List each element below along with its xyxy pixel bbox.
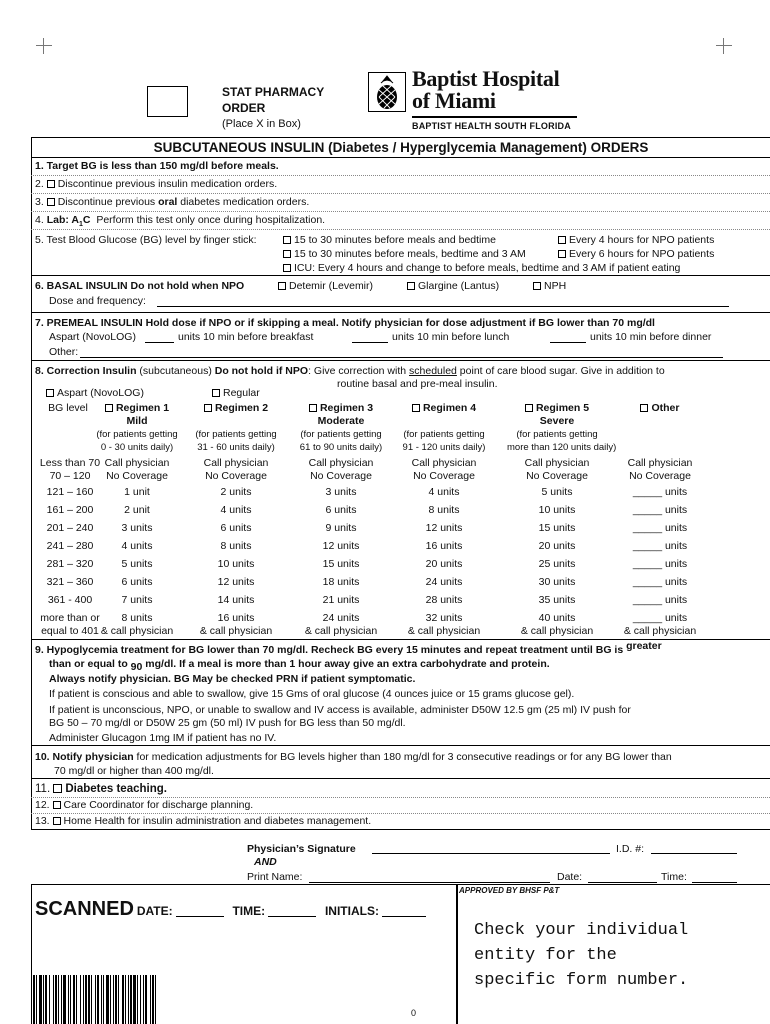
item-2-checkbox[interactable]: [47, 180, 55, 188]
regimen-subtitle: Severe: [539, 415, 575, 427]
home-health-checkbox[interactable]: [53, 817, 61, 825]
dose-cell: 7 units: [121, 594, 153, 606]
item-5-option-5: Every 6 hours for NPO patients: [558, 248, 714, 261]
dose-cell: & call physician: [623, 625, 697, 637]
regimen-note: (for patients getting: [96, 429, 178, 440]
item-5-option-4: Every 4 hours for NPO patients: [558, 234, 714, 247]
item-1-target-bg: 1. Target BG is less than 150 mg/dl before meals.: [35, 160, 279, 172]
approved-label: APPROVED BY BHSF P&T: [459, 886, 560, 895]
bg-range-cell: 121 – 160: [46, 486, 94, 498]
registration-mark-left: [36, 38, 52, 54]
dose-cell: 12 units: [425, 522, 463, 534]
dose-frequency-field[interactable]: [157, 306, 729, 307]
item-8-routine-note: routine basal and pre-meal insulin.: [337, 378, 498, 390]
nph-checkbox[interactable]: [533, 282, 541, 290]
glargine-checkbox[interactable]: [407, 282, 415, 290]
pineapple-logo-icon: [368, 72, 406, 112]
regular-option: Regular: [212, 387, 260, 400]
dose-cell[interactable]: _____ units: [632, 486, 688, 498]
dose-cell: Call physician: [308, 457, 374, 469]
dose-cell: 20 units: [538, 540, 576, 552]
bg-range-cell: 241 – 280: [46, 540, 94, 552]
item-5-option-1: 15 to 30 minutes before meals and bedtime: [283, 234, 496, 247]
dose-cell: 4 units: [428, 486, 460, 498]
item-6-basal-insulin: 6. BASAL INSULIN Do not hold when NPO: [35, 280, 245, 292]
regimen-note: 61 to 90 units daily): [299, 442, 383, 453]
print-name-field[interactable]: [309, 882, 550, 883]
dose-cell: 8 units: [121, 612, 153, 624]
id-label: I.D. #:: [616, 843, 645, 855]
barcode: [33, 975, 257, 1024]
dose-cell: 6 units: [220, 522, 252, 534]
dose-cell: 40 units: [538, 612, 576, 624]
dose-cell: 5 units: [121, 558, 153, 570]
dose-cell: Call physician: [627, 457, 693, 469]
breakfast-units-field[interactable]: [145, 342, 174, 343]
dose-cell: 32 units: [425, 612, 463, 624]
dose-cell: Call physician: [104, 457, 170, 469]
dose-cell: 2 unit: [124, 504, 150, 516]
bg-level-header: BG level: [48, 402, 88, 414]
regimen-2-checkbox[interactable]: [204, 404, 212, 412]
hypo-line-5: If patient is unconscious, NPO, or unable to swallow and IV access is available, administer D50W 12.5 gm (25 ml) IV push for: [49, 704, 631, 716]
bg-range-cell: equal to 401: [41, 625, 99, 637]
hospital-name: Baptist Hospital of Miami: [412, 66, 560, 113]
item-6-detemir: Detemir (Levemir): [278, 280, 373, 293]
dose-cell: 12 units: [322, 540, 360, 552]
regimen-subtitle: Moderate: [317, 415, 365, 427]
regimen-note: (for patients getting: [195, 429, 277, 440]
detemir-checkbox[interactable]: [278, 282, 286, 290]
time-label: Time:: [661, 871, 687, 883]
item-4-lab-a1c: 4. Lab: $A_1C$ Perform this test only once during hospitalization.: [35, 214, 326, 229]
dose-cell: 10 units: [538, 504, 576, 516]
regimen-note: 31 - 60 units daily): [197, 442, 275, 453]
hypo-line-3: Always notify physician. BG May be checked PRN if patient symptomatic.: [49, 673, 416, 685]
dose-cell: No Coverage: [629, 470, 691, 482]
dose-cell: Call physician: [411, 457, 477, 469]
item-11-diabetes-teaching: 11. Diabetes teaching.: [35, 783, 167, 795]
dose-cell: 9 units: [325, 522, 357, 534]
scanned-divider: [456, 884, 458, 1024]
dose-cell: No Coverage: [106, 470, 168, 482]
item-5-option-2: 15 to 30 minutes before meals, bedtime and 3 AM: [283, 248, 526, 261]
dose-cell[interactable]: _____ units: [632, 504, 688, 516]
premeal-other-label: Other:: [49, 346, 79, 358]
hospital-subtitle: BAPTIST HEALTH SOUTH FLORIDA: [412, 121, 571, 131]
regimen-header: Other: [620, 402, 700, 415]
dose-cell: 28 units: [425, 594, 463, 606]
dose-cell: Call physician: [203, 457, 269, 469]
regimen-header: Regimen 4: [396, 402, 492, 415]
item-7-premeal-insulin: 7. PREMEAL INSULIN Hold dose if NPO or if skipping a meal. Notify physician for dose adjustment if BG lower than 70 mg/dl: [35, 317, 655, 329]
item-6-nph: NPH: [533, 280, 566, 293]
item-3-checkbox[interactable]: [47, 198, 55, 206]
lunch-units-field[interactable]: [352, 342, 388, 343]
dose-frequency-label: Dose and frequency:: [49, 295, 146, 307]
dose-cell: & call physician: [304, 625, 378, 637]
dose-cell: 14 units: [217, 594, 255, 606]
scanned-time-field[interactable]: [268, 907, 316, 917]
dose-cell: & call physician: [199, 625, 273, 637]
item-5-option-2-checkbox[interactable]: [283, 250, 291, 258]
dose-cell[interactable]: _____ units: [632, 612, 688, 624]
physician-signature-label: Physician’s Signature: [247, 843, 356, 855]
and-label: AND: [254, 856, 277, 868]
item-10-line-2: 70 mg/dl or higher than 400 mg/dl.: [54, 765, 214, 777]
dose-cell: & call physician: [520, 625, 594, 637]
dose-cell: 4 units: [220, 504, 252, 516]
dose-cell: 6 units: [121, 576, 153, 588]
bg-range-cell: 281 – 320: [46, 558, 94, 570]
item-5-option-1-checkbox[interactable]: [283, 236, 291, 244]
dose-cell: 20 units: [425, 558, 463, 570]
dose-cell: 12 units: [217, 576, 255, 588]
dose-cell: 30 units: [538, 576, 576, 588]
item-13-home-health: 13. Home Health for insulin administration and diabetes management.: [35, 815, 372, 827]
bg-range-cell: 361 - 400: [47, 594, 93, 606]
dose-cell: & call physician: [407, 625, 481, 637]
regimen-header: Regimen 5: [507, 402, 607, 415]
date-label: Date:: [557, 871, 583, 883]
dose-cell: 2 units: [220, 486, 252, 498]
dose-cell: 10 units: [217, 558, 255, 570]
form-number-note: Check your individual entity for the specific form number.: [474, 921, 689, 990]
date-field[interactable]: [588, 882, 657, 883]
item-5-option-3: ICU: Every 4 hours and change to before meals, bedtime and 3 AM if patient eating: [283, 262, 680, 275]
item-2: 2. Discontinue previous insulin medication orders.: [35, 178, 278, 190]
item-10-notify-physician: 10. Notify physician for medication adjustments for BG levels higher than 180 mg/dl for 3 consecutive readings or for any BG lower than: [35, 751, 672, 763]
regimen-note: 0 - 30 units daily): [100, 442, 174, 453]
regimen-1-checkbox[interactable]: [105, 404, 113, 412]
item-9-hypoglycemia: 9. Hypoglycemia treatment for BG lower than 70 mg/dl. Recheck BG every 15 minutes and repeat treatment until BG is greater: [35, 640, 662, 656]
lunch-label: units 10 min before lunch: [392, 331, 510, 343]
hypo-line-6: BG 50 – 70 mg/dl or D50W 25 gm (50 ml) IV push for BG less than 50 mg/dl.: [49, 717, 406, 729]
bg-range-cell: more than or: [40, 612, 100, 624]
time-field[interactable]: [692, 882, 737, 883]
dose-cell: 21 units: [322, 594, 360, 606]
dose-cell: 16 units: [425, 540, 463, 552]
dose-cell: No Coverage: [205, 470, 267, 482]
dose-cell: & call physician: [100, 625, 174, 637]
regimen-4-checkbox[interactable]: [412, 404, 420, 412]
hypo-line-2: than or equal to 90 mg/dl. If a meal is more than 1 hour away give an extra carbohydrate and protein.: [49, 658, 550, 673]
dose-cell: 6 units: [325, 504, 357, 516]
bg-range-cell: Less than 70: [39, 457, 101, 469]
bg-range-cell: 161 – 200: [46, 504, 94, 516]
dose-cell: No Coverage: [413, 470, 475, 482]
aspart-option: Aspart (NovoLOG): [46, 387, 144, 400]
dose-cell[interactable]: _____ units: [632, 540, 688, 552]
dose-cell: 8 units: [220, 540, 252, 552]
regular-checkbox[interactable]: [212, 389, 220, 397]
id-field[interactable]: [651, 853, 737, 854]
regimen-note: (for patients getting: [516, 429, 598, 440]
regimen-note: 91 - 120 units daily): [402, 442, 486, 453]
regimen-6-checkbox[interactable]: [640, 404, 648, 412]
stat-order-checkbox[interactable]: [147, 86, 188, 117]
regimen-note: (for patients getting: [300, 429, 382, 440]
dose-cell: No Coverage: [526, 470, 588, 482]
dose-cell: 8 units: [428, 504, 460, 516]
diabetes-teaching-checkbox[interactable]: [53, 784, 62, 793]
dinner-units-field[interactable]: [550, 342, 586, 343]
dose-cell[interactable]: _____ units: [632, 522, 688, 534]
item-12-care-coordinator: 12. Care Coordinator for discharge planning.: [35, 799, 254, 811]
regimen-header: Regimen 2: [188, 402, 284, 415]
dose-cell: 24 units: [425, 576, 463, 588]
dose-cell: 15 units: [322, 558, 360, 570]
registration-mark-right: [716, 38, 732, 54]
bg-range-cell: 201 – 240: [46, 522, 94, 534]
dose-cell[interactable]: _____ units: [632, 558, 688, 570]
dose-cell: No Coverage: [310, 470, 372, 482]
regimen-header: Regimen 3: [295, 402, 387, 415]
item-5-option-5-checkbox[interactable]: [558, 250, 566, 258]
dose-cell: 16 units: [217, 612, 255, 624]
dose-cell: 15 units: [538, 522, 576, 534]
care-coordinator-checkbox[interactable]: [53, 801, 61, 809]
print-name-label: Print Name:: [247, 871, 303, 883]
stat-pharmacy-order-label: STAT PHARMACY ORDER: [222, 85, 325, 115]
item-8-correction-insulin: 8. Correction Insulin (subcutaneous) Do not hold if NPO: Give correction with scheduled point of care blood sugar. Give in addition to: [35, 365, 665, 377]
dose-cell: 5 units: [541, 486, 573, 498]
dose-cell: 3 units: [325, 486, 357, 498]
dose-cell[interactable]: _____ units: [632, 576, 688, 588]
regimen-note: (for patients getting: [403, 429, 485, 440]
dose-cell: 25 units: [538, 558, 576, 570]
item-5-option-3-checkbox[interactable]: [283, 264, 291, 272]
scanned-initials-field[interactable]: [382, 907, 426, 917]
dose-cell[interactable]: _____ units: [632, 594, 688, 606]
page-number: 0: [411, 1008, 417, 1018]
item-3: 3. Discontinue previous oral diabetes medication orders.: [35, 196, 310, 208]
dose-cell: 1 unit: [124, 486, 150, 498]
item-6-glargine: Glargine (Lantus): [407, 280, 499, 293]
dose-cell: 4 units: [121, 540, 153, 552]
aspart-checkbox[interactable]: [46, 389, 54, 397]
regimen-5-checkbox[interactable]: [525, 404, 533, 412]
item-5-option-4-checkbox[interactable]: [558, 236, 566, 244]
premeal-other-field[interactable]: [80, 357, 723, 358]
regimen-note: more than 120 units daily): [507, 442, 617, 453]
logo-divider: [412, 116, 577, 118]
premeal-aspart-label: Aspart (NovoLOG): [49, 331, 136, 343]
dose-cell: 35 units: [538, 594, 576, 606]
regimen-3-checkbox[interactable]: [309, 404, 317, 412]
regimen-header: Regimen 1: [91, 402, 183, 415]
dose-cell: 18 units: [322, 576, 360, 588]
place-x-instruction: (Place X in Box): [222, 118, 301, 130]
dose-cell: 24 units: [322, 612, 360, 624]
scanned-date-field[interactable]: [176, 907, 224, 917]
bg-range-cell: 70 – 120: [49, 470, 91, 482]
breakfast-label: units 10 min before breakfast: [178, 331, 314, 343]
item-5-lead: 5. Test Blood Glucose (BG) level by finger stick:: [35, 234, 257, 246]
dose-cell: Call physician: [524, 457, 590, 469]
regimen-subtitle: Mild: [126, 415, 148, 427]
hypo-line-7: Administer Glucagon 1mg IM if patient has no IV.: [49, 732, 277, 744]
physician-signature-field[interactable]: [372, 853, 610, 854]
scanned-stamp: SCANNED DATE: TIME: INITIALS:: [35, 898, 426, 921]
hypo-line-4: If patient is conscious and able to swallow, give 15 Gms of oral glucose (4 ounces juice or 15 grams glucose gel).: [49, 688, 575, 700]
form-title: SUBCUTANEOUS INSULIN (Diabetes / Hyperglycemia Management) ORDERS: [32, 138, 770, 158]
bg-range-cell: 321 – 360: [46, 576, 94, 588]
barcode-bar: [156, 975, 158, 1024]
dinner-label: units 10 min before dinner: [590, 331, 712, 343]
dose-cell: 3 units: [121, 522, 153, 534]
